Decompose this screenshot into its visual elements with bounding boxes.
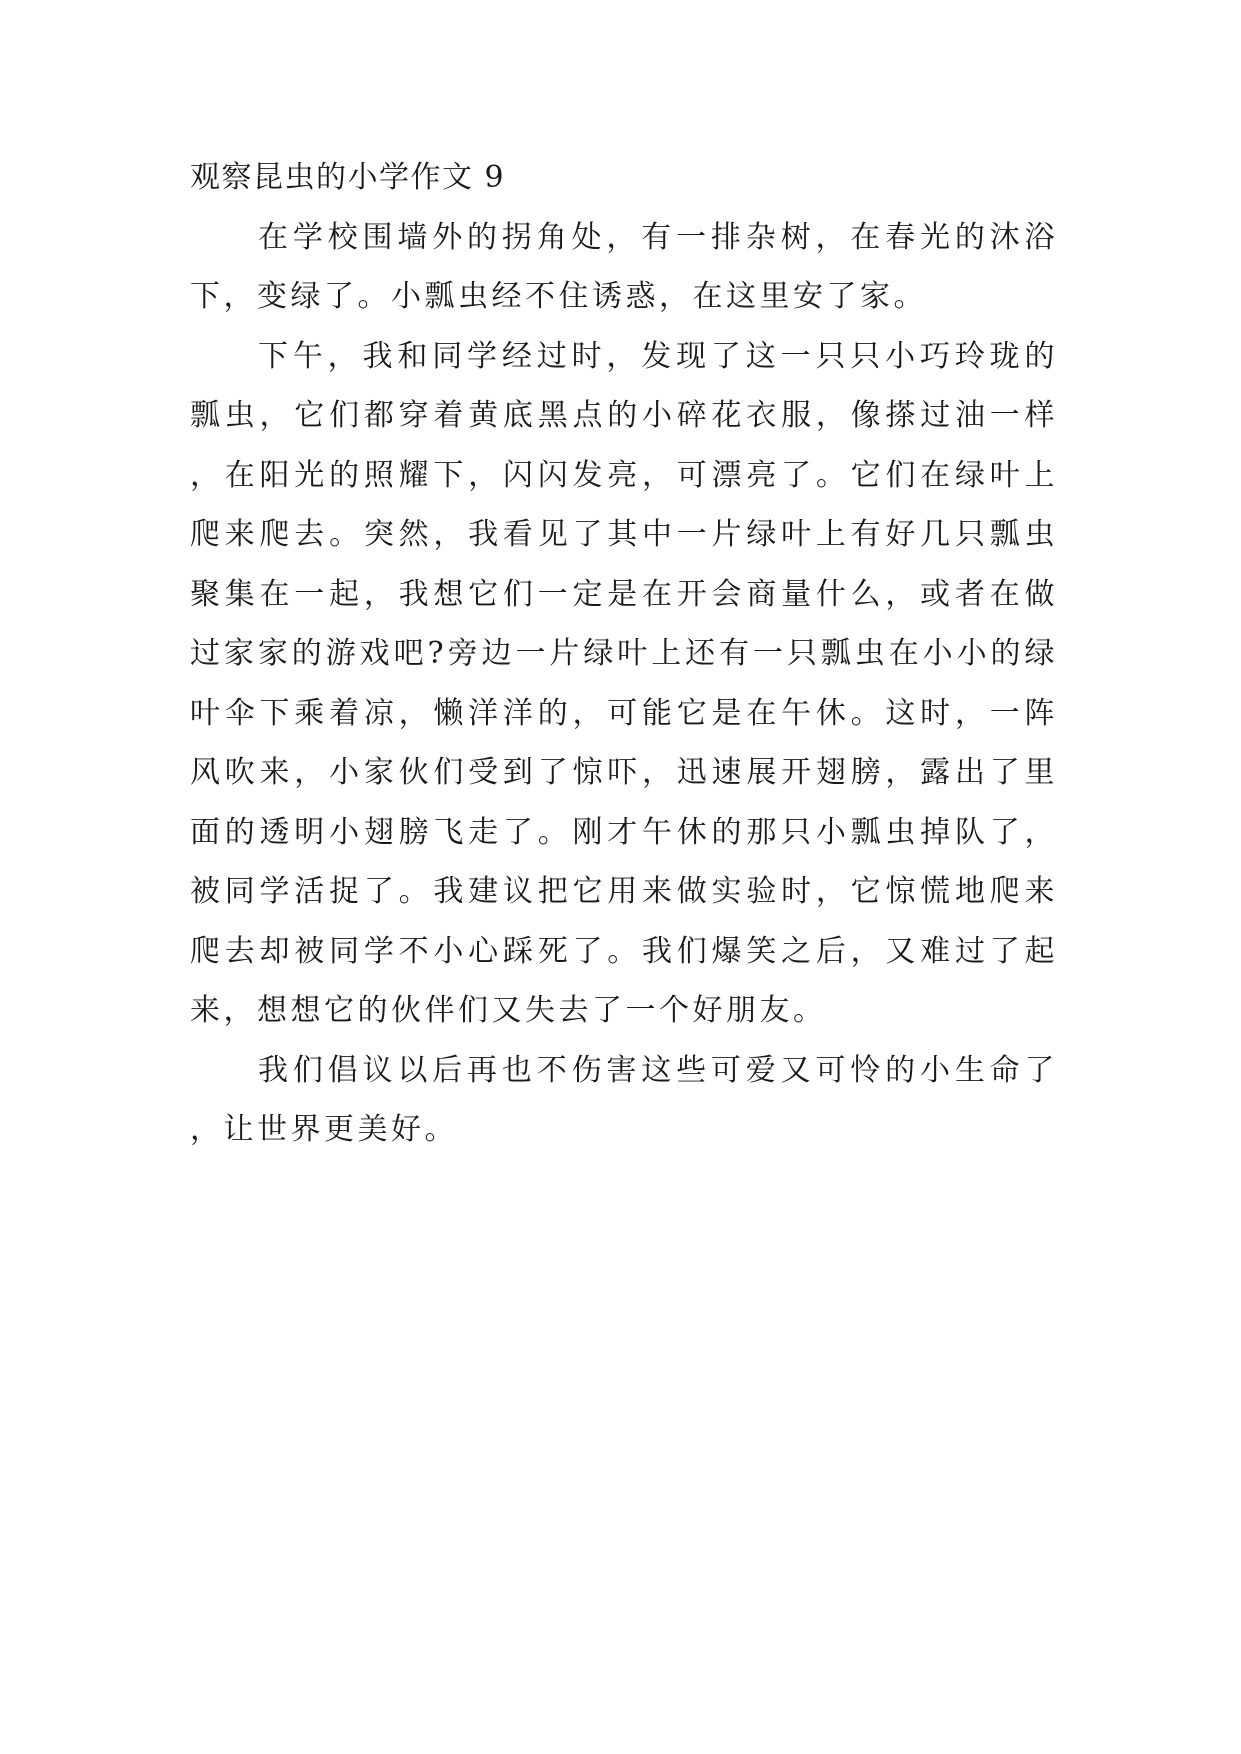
document-body: [190, 148, 1058, 1160]
paragraph-3: 我们倡议以后再也不伤害这些可爱又可怜的小生命了，让世界更美好。: [190, 1052, 1058, 1147]
document-title: 观察昆虫的小学作文 9: [190, 160, 506, 195]
paragraph-2: 下午，我和同学经过时，发现了这一只只小巧玲珑的瓢虫，它们都穿着黄底黑点的小碎花衣服，像搽过油一样，在阳光的照耀下，闪闪发亮，可漂亮了。它们在绿叶上爬来爬去。突然，我看见了其中一片绿叶上有好几只瓢虫聚集在一起，我想它们一定是在开会商量什么，或者在做过家家的游戏吧?旁边一片绿叶上还有一只瓢虫在小小的绿叶伞下乘着凉，懒洋洋的，可能它是在午休。这时，一阵风吹来，小家伙们受到了惊吓，迅速展开翅膀，露出了里面的透明小翅膀飞走了。刚才午休的那只小瓢虫掉队了，被同学活捉了。我建议把它用来做实验时，它惊慌地爬来爬去却被同学不小心踩死了。我们爆笑之后，又难过了起来，想想它的伙伴们又失去了一个好朋友。: [190, 338, 1058, 1028]
paragraph-1: 在学校围墙外的拐角处，有一排杂树，在春光的沐浴下，变绿了。小瓢虫经不住诱惑，在这里安了家。: [190, 219, 1058, 314]
